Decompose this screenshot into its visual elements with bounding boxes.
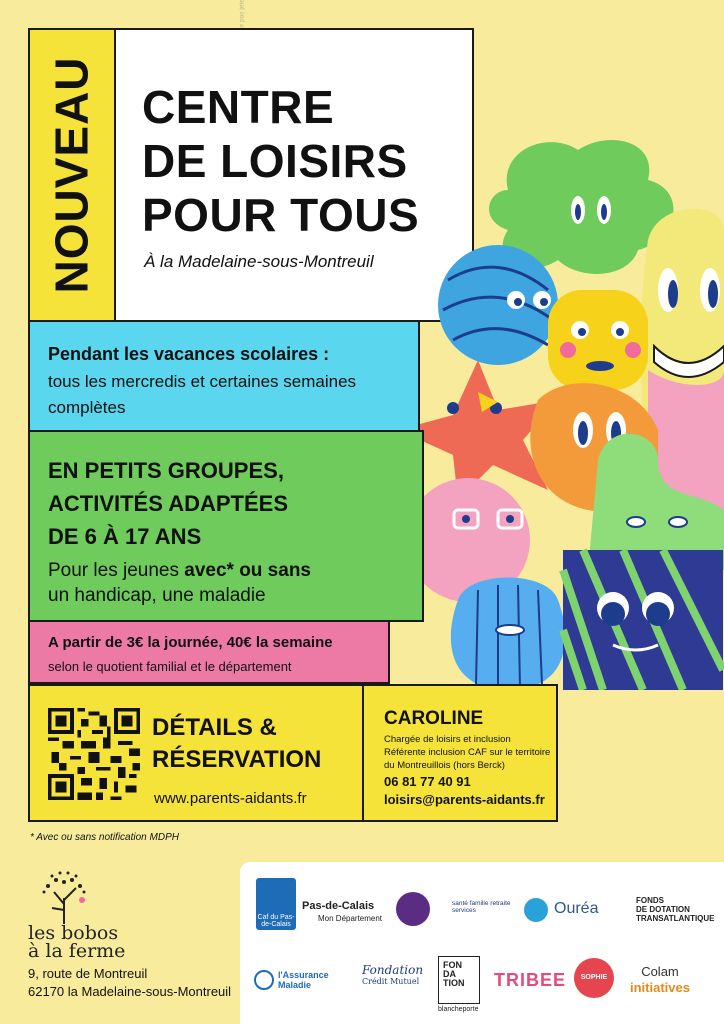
ourea-icon: [524, 898, 548, 922]
caf-logo: Caf du Pas-de-Calais: [256, 878, 296, 930]
fd-line: FON: [443, 960, 462, 970]
contact-desc-line: Chargée de loisirs et inclusion: [384, 734, 511, 745]
groups-heading: [48, 454, 288, 553]
ourea-logo: Ouréa: [554, 900, 599, 917]
credit-mutuel-logo: [362, 964, 423, 988]
groups-text: [48, 558, 311, 608]
ameli-line: Maladie: [278, 980, 312, 990]
tree-logo-icon: [34, 868, 94, 924]
fonds-line: DE DOTATION: [636, 905, 690, 914]
price-note: selon le quotient familial et le département: [48, 659, 292, 674]
schedule-band: [28, 320, 420, 432]
location-subtitle: À la Madelaine-sous-Montreuil: [144, 252, 374, 271]
colam-logo: [630, 964, 690, 996]
msa-logo: santé famille retraite services: [452, 900, 511, 914]
contact-email[interactable]: loisirs@parents-aidants.fr: [384, 792, 545, 807]
groups-text-a: Pour les jeunes: [48, 560, 185, 581]
title-line: CENTRE: [142, 81, 335, 133]
nouveau-badge: [28, 28, 116, 322]
fondation-blancheporte-logo: [438, 956, 480, 1004]
ameli-icon: [254, 970, 274, 990]
schedule-heading: Pendant les vacances scolaires :: [48, 344, 330, 364]
title-line: POUR TOUS: [142, 189, 420, 241]
tribee-logo: TRIBEE: [494, 970, 567, 990]
yellow-face: [548, 290, 648, 390]
contact-desc-line: Référente inclusion CAF sur le territoire du Montreuillois (hors Berck): [384, 747, 551, 771]
cm-line: Fondation: [362, 963, 424, 977]
details-line: DÉTAILS &: [152, 714, 277, 741]
brand-line: à la ferme: [28, 940, 126, 962]
title-line: DE LOISIRS: [142, 135, 408, 187]
pdc-logo-sub: Mon Département: [318, 914, 383, 923]
groups-text-c: un handicap, une maladie: [48, 585, 266, 606]
groups-line: ACTIVITÉS ADAPTÉES: [48, 491, 288, 516]
pdc-logo: Pas-de-Calais: [302, 900, 375, 912]
brand-line: les bobos: [28, 922, 119, 944]
schedule-text: tous les mercredis et certaines semaines complètes: [48, 372, 357, 417]
address-street: 9, route de Montreuil: [28, 966, 148, 981]
ameli-line: l'Assurance: [278, 970, 329, 980]
ameli-logo: [278, 970, 329, 990]
price-text: A partir de 3€ la journée, 40€ la semaine: [48, 634, 333, 651]
website-link[interactable]: www.parents-aidants.fr: [154, 790, 307, 807]
address-city: 62170 la Madelaine-sous-Montreuil: [28, 984, 232, 999]
nouveau-label: NOUVEAU: [46, 56, 98, 294]
emblem-logo: [396, 892, 430, 926]
fd-line: TION: [443, 978, 465, 988]
cm-line: Crédit Mutuel: [362, 977, 420, 986]
blancheporte-label: blancheporte: [438, 1006, 479, 1013]
fonds-logo: [636, 896, 715, 923]
groups-line: EN PETITS GROUPES,: [48, 458, 284, 483]
sophie-logo: SOPHIE: [574, 958, 614, 998]
contact-name: CAROLINE: [384, 708, 484, 729]
footnote: * Avec ou sans notification MDPH: [30, 832, 179, 843]
fonds-line: FONDS: [636, 896, 664, 905]
contact-phone[interactable]: 06 81 77 40 91: [384, 774, 471, 789]
qr-code[interactable]: [48, 708, 140, 800]
groups-text-b: avec* ou sans: [184, 560, 311, 581]
partners-panel: [240, 862, 724, 1024]
groups-band: [28, 430, 424, 622]
details-heading: [152, 712, 321, 776]
colam-line: Colam: [641, 964, 679, 979]
fonds-line: TRANSATLANTIQUE: [636, 914, 715, 923]
fd-line: DA: [443, 969, 456, 979]
colam-line: initiatives: [630, 980, 690, 995]
details-line: RÉSERVATION: [152, 746, 322, 773]
pricing-band: [28, 620, 390, 684]
organizer-brand: [28, 924, 125, 960]
contact-description: [384, 733, 552, 772]
groups-line: DE 6 À 17 ANS: [48, 524, 202, 549]
